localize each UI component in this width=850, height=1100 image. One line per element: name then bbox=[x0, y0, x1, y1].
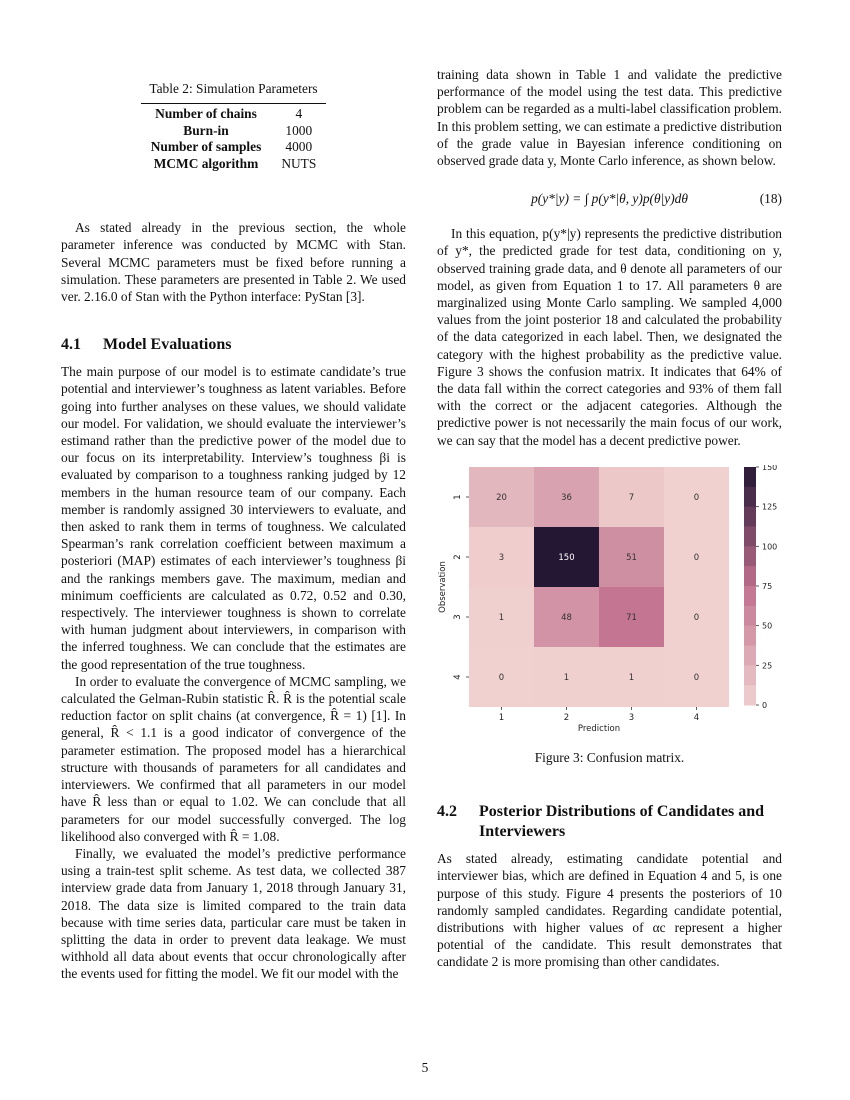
section-title: Posterior Distributions of Candidates and Interviewers bbox=[479, 803, 765, 841]
cell-value-label: 48 bbox=[561, 612, 572, 623]
section-heading-4-1 bbox=[61, 335, 406, 355]
colorbar-tick-label: 100 bbox=[762, 542, 778, 552]
colorbar-segment bbox=[744, 507, 756, 527]
cell-value-label: 3 bbox=[498, 552, 505, 563]
cell-value-label: 0 bbox=[498, 672, 505, 683]
colorbar-segment bbox=[744, 626, 756, 646]
cell-value-label: 0 bbox=[693, 552, 700, 563]
section-heading-4-2 bbox=[437, 802, 782, 842]
colorbar-tick-label: 125 bbox=[762, 502, 778, 512]
left-column bbox=[61, 66, 406, 983]
section-title: Model Evaluations bbox=[103, 336, 232, 354]
param-name: Number of samples bbox=[150, 139, 262, 155]
section-number: 4.2 bbox=[437, 803, 457, 821]
colorbar-segment bbox=[744, 487, 756, 507]
colorbar-segment bbox=[744, 566, 756, 586]
colorbar-segment bbox=[744, 467, 756, 487]
param-name: Burn-in bbox=[183, 122, 229, 138]
x-tick-label: 1 bbox=[498, 712, 505, 723]
cell-value-label: 0 bbox=[693, 612, 700, 623]
paragraph-convergence: In order to evaluate the convergence of MCMC sampling, we calculated the Gelman-Rubin statistic R̂. R̂ is the potential scale reduction factor on split chains (at convergence, R̂ = 1) [1]. In general, R̂ < 1.1 is a good indicator of convergence of the parameter estimation. The proposed model has a hierarchical structure with thousands of parameters for all candidates and interviewers. We confirmed that all parameters in our model have R̂ less than or equal to 1.02. We can conclude that all parameters for our model successfully converged. The log likelihood also converged with R̂ = 1.08. bbox=[61, 673, 406, 844]
intro-paragraph: As stated already in the previous section, the whole parameter inference was conducted by MCMC with Stan. Several MCMC parameters must be fixed before running a simulation. These parameters are presented in Table 2. We used ver. 2.16.0 of Stan with the Python interface: PyStan [3]. bbox=[61, 220, 406, 305]
param-value: 1000 bbox=[285, 122, 313, 138]
x-tick-label: 4 bbox=[693, 712, 700, 723]
paragraph-predictive: Finally, we evaluated the model’s predictive performance using a train-test split scheme. As test data, we collected 387 interview grade data from January 1, 2018 through January 31, 2018. The data size is limited compared to the train data because with time series data, particular care must be taken in splitting the data in order to prevent data leakage. We must withhold all data about events that occur chronologically after the events used for fitting the model. We fit our model with the bbox=[61, 845, 406, 982]
y-tick-label: 4 bbox=[453, 674, 463, 680]
colorbar-tick-label: 50 bbox=[762, 621, 773, 631]
param-value: NUTS bbox=[281, 155, 317, 171]
paragraph-model-evaluation: The main purpose of our model is to estimate candidate’s true potential and interviewer’s toughness as latent variables. Before going into further analyses on these values, we should validate our model. For validation, we should evaluate the interviewer’s estimand rather than the predictive power of the model due to our focus on its interpretability. Interview’s toughness βi is evaluated by comparison to a toughness ranking judged by 12 members in the human resource team of our company. Each member is randomly assigned 30 interviewers to evaluate, and then asked to rank them in terms of toughness. We calculated Spearman’s rank correlation coefficient between maximum a posteriori (MAP) estimates of each interviewer’s toughness βi and the rankings members gave. The maximum, median and minimum coefficients are calculated as 0.72, 0.52 and 0.30, respectively. The interviewer toughness is shown to correlate with human judgment about interviewers, in comparison with the inferred toughness. We can conclude that the estimates are the good representation of the true toughness. bbox=[61, 364, 406, 672]
colorbar-segment bbox=[744, 606, 756, 626]
paragraph-posterior: As stated already, estimating candidate potential and interviewer bias, which are defined in Equation 4 and 5, is one purpose of this study. Figure 4 presents the posteriors of 10 randomly sampled candidates. Regarding candidate potential, distributions with higher values of αc represent a higher potential of the candidate. This result demonstrates that candidate 2 is more promising than other candidates. bbox=[437, 851, 782, 970]
table-caption: Table 2: Simulation Parameters bbox=[149, 81, 318, 96]
figure-caption: Figure 3: Confusion matrix. bbox=[534, 750, 685, 766]
equation-body: p(y*|y) = ∫ p(y*|θ, y)p(θ|y)dθ bbox=[531, 190, 688, 206]
cell-value-label: 51 bbox=[626, 552, 637, 563]
confusion-matrix-chart bbox=[437, 465, 782, 737]
y-tick-label: 2 bbox=[453, 554, 463, 560]
param-name: Number of chains bbox=[141, 104, 272, 123]
paragraph-continued: training data shown in Table 1 and validate the predictive performance of the model using the test data. This predictive problem can be regarded as a multi-label classification problem. In this problem setting, we can estimate a predictive distribution of the grade value in Bayesian inference conditioning on observed grade data y, Monte Carlo inference, as shown below. bbox=[437, 67, 782, 169]
cell-value-label: 1 bbox=[563, 672, 570, 683]
colorbar-tick-label: 25 bbox=[762, 661, 773, 671]
page-number: 5 bbox=[421, 1060, 429, 1075]
y-axis-label: Observation bbox=[438, 560, 448, 613]
cell-value-label: 0 bbox=[693, 672, 700, 683]
simulation-parameters-table bbox=[141, 103, 327, 172]
colorbar-segment bbox=[744, 546, 756, 566]
y-tick-label: 1 bbox=[453, 494, 463, 500]
param-value: 4000 bbox=[285, 139, 313, 155]
table-row bbox=[141, 123, 327, 140]
equation-18 bbox=[437, 183, 782, 213]
cell-value-label: 1 bbox=[498, 612, 505, 623]
colorbar-tick-label: 0 bbox=[762, 700, 768, 710]
colorbar-segment bbox=[744, 665, 756, 685]
cell-value-label: 150 bbox=[558, 552, 575, 563]
section-number: 4.1 bbox=[61, 336, 81, 354]
param-value: 4 bbox=[271, 104, 326, 123]
colorbar-segment bbox=[744, 526, 756, 546]
colorbar-tick-label: 75 bbox=[762, 581, 773, 591]
table-row bbox=[141, 139, 327, 156]
colorbar-segment bbox=[744, 645, 756, 665]
figure-3 bbox=[437, 465, 782, 766]
colorbar-tick-label: 150 bbox=[762, 464, 778, 472]
cell-value-label: 71 bbox=[626, 612, 637, 623]
cell-value-label: 36 bbox=[561, 492, 572, 503]
x-tick-label: 2 bbox=[563, 712, 570, 723]
x-axis-label: Prediction bbox=[577, 723, 621, 734]
table-row bbox=[141, 156, 327, 173]
colorbar-segment bbox=[744, 586, 756, 606]
cell-value-label: 20 bbox=[496, 492, 507, 503]
param-name: MCMC algorithm bbox=[153, 155, 259, 171]
y-tick-label: 3 bbox=[453, 614, 463, 620]
cell-value-label: 1 bbox=[628, 672, 635, 683]
cell-value-label: 0 bbox=[693, 492, 700, 503]
paragraph-equation-explanation: In this equation, p(y*|y) represents the predictive distribution of y*, the predicted grade for test data, conditioning on y, observed training grade data, and θ denote all parameters of our model, as given from Equation 1 to 17. All parameters θ are marginalized using Monte Carlo sampling. We sampled 4,000 values from the joint posterior 18 and calculated the probability of the data categorized in each label. Then, we designated the category with the highest probability as the predictive value. Figure 3 shows the confusion matrix. It indicates that 64% of the data fall within the correct categories and 93% of them fall with the correct or the adjacent categories. Although the predictive power is not necessarily the main focus of our work, we can say that the model has a decent predictive power. bbox=[437, 226, 782, 448]
colorbar-segment bbox=[744, 685, 756, 705]
equation-number: (18) bbox=[759, 190, 782, 206]
right-column bbox=[437, 66, 782, 971]
table-row bbox=[141, 104, 327, 123]
cell-value-label: 7 bbox=[628, 492, 635, 503]
x-tick-label: 3 bbox=[628, 712, 635, 723]
